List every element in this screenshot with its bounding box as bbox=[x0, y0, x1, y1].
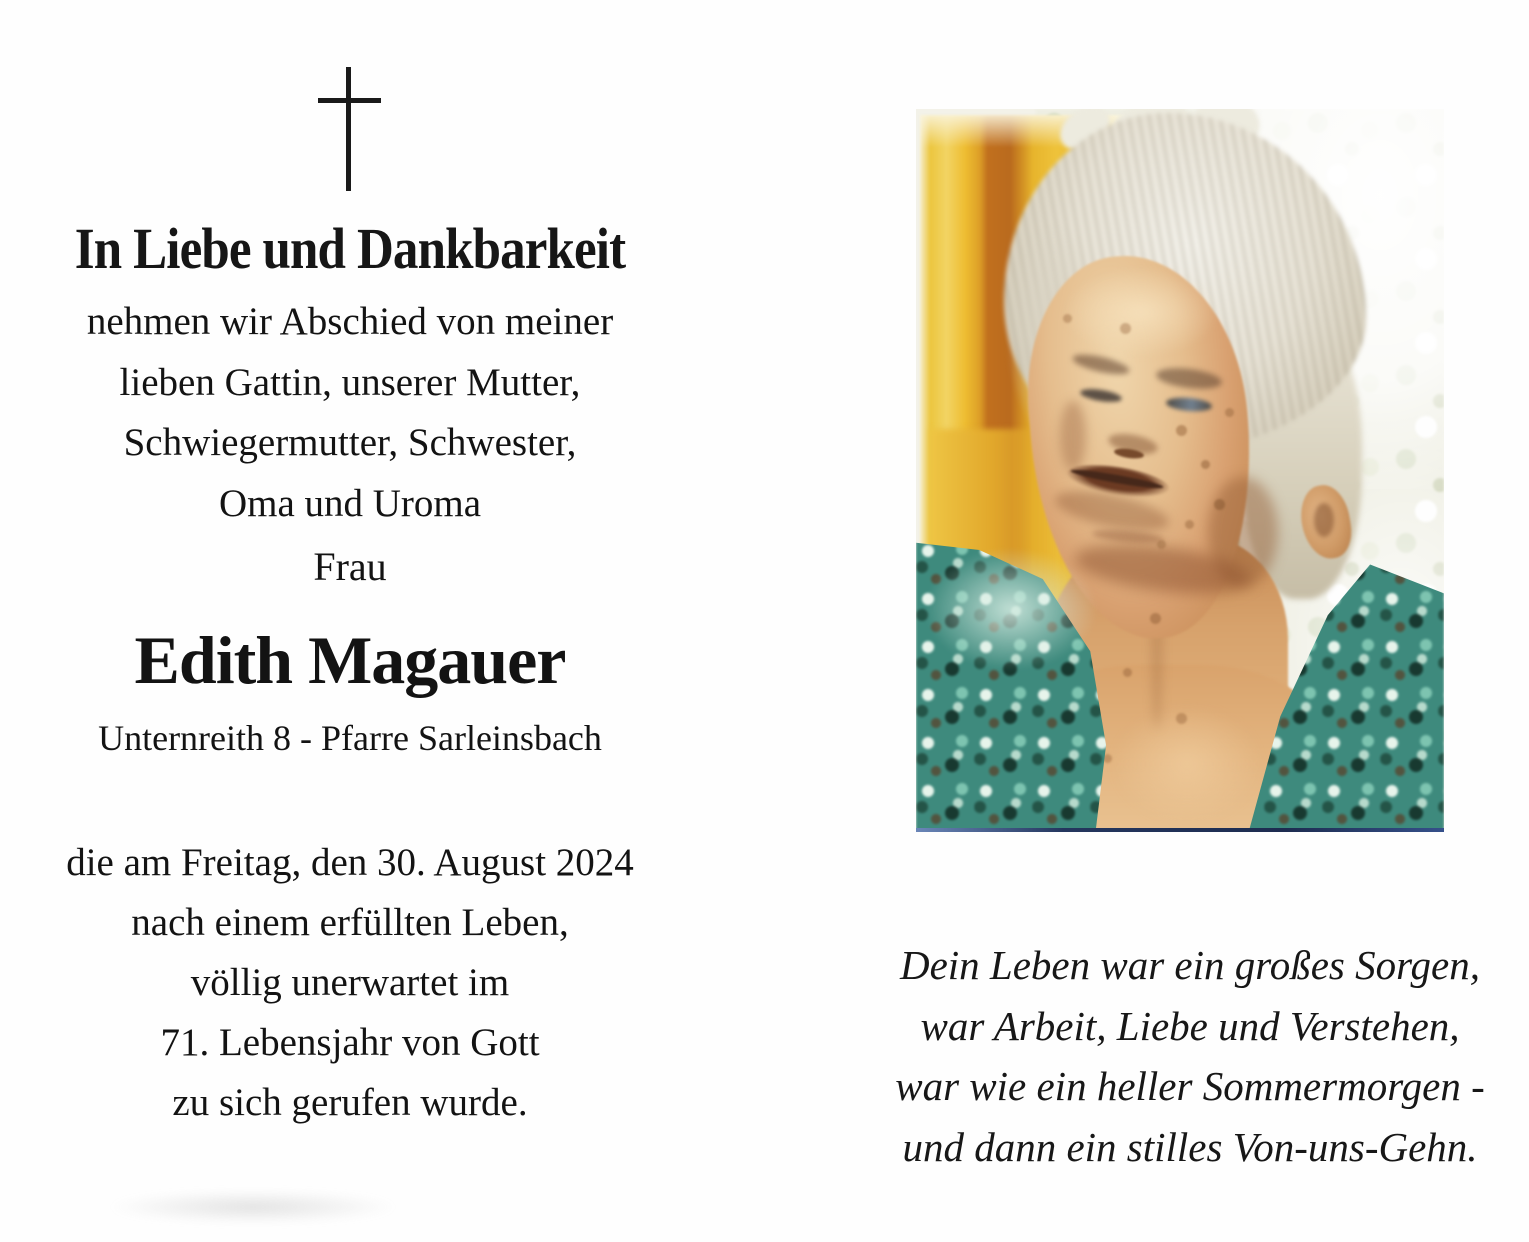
intro-line: nehmen wir Abschied von meiner bbox=[86, 300, 614, 343]
death-notice-line: die am Freitag, den 30. August 2024 bbox=[66, 841, 634, 884]
poem-line: und dann ein stilles Von-uns-Gehn. bbox=[902, 1123, 1478, 1170]
scan-smudge bbox=[108, 1190, 398, 1224]
death-notice-line: völlig unerwartet im bbox=[190, 961, 510, 1004]
portrait-photo bbox=[916, 109, 1444, 832]
ear-inner-shadow bbox=[1314, 503, 1334, 537]
poem-line: war Arbeit, Liebe und Verstehen, bbox=[920, 1002, 1460, 1049]
intro-paragraph bbox=[25, 292, 675, 534]
death-notice-line: nach einem erfüllten Leben, bbox=[131, 901, 569, 944]
address-line: Unternreith 8 - Pfarre Sarleinsbach bbox=[98, 718, 602, 758]
poem-line: war wie ein heller Sommermorgen - bbox=[895, 1063, 1485, 1109]
death-notice-line: 71. Lebensjahr von Gott bbox=[160, 1021, 540, 1064]
chest-highlight bbox=[1112, 705, 1262, 823]
cross-vertical-bar bbox=[346, 67, 351, 191]
intro-line: lieben Gattin, unserer Mutter, bbox=[119, 360, 581, 404]
photo-bottom-edge bbox=[916, 828, 1444, 832]
forehead-highlight bbox=[1066, 269, 1216, 355]
death-notice-paragraph bbox=[25, 833, 675, 1133]
memorial-poem bbox=[890, 935, 1490, 1177]
poem-line: Dein Leben war ein großes Sorgen, bbox=[899, 942, 1480, 988]
cross-horizontal-bar bbox=[318, 98, 381, 103]
card-heading: In Liebe und Dankbarkeit bbox=[74, 216, 626, 281]
cheek-shadow bbox=[1060, 401, 1086, 471]
deceased-name: Edith Magauer bbox=[134, 622, 566, 698]
blouse-lace-trim bbox=[926, 549, 1096, 669]
salutation: Frau bbox=[313, 544, 387, 589]
death-notice-line: zu sich gerufen wurde. bbox=[172, 1081, 528, 1124]
age-spots bbox=[916, 109, 923, 116]
intro-line: Oma und Uroma bbox=[218, 481, 482, 525]
intro-line: Schwiegermutter, Schwester, bbox=[123, 421, 577, 464]
